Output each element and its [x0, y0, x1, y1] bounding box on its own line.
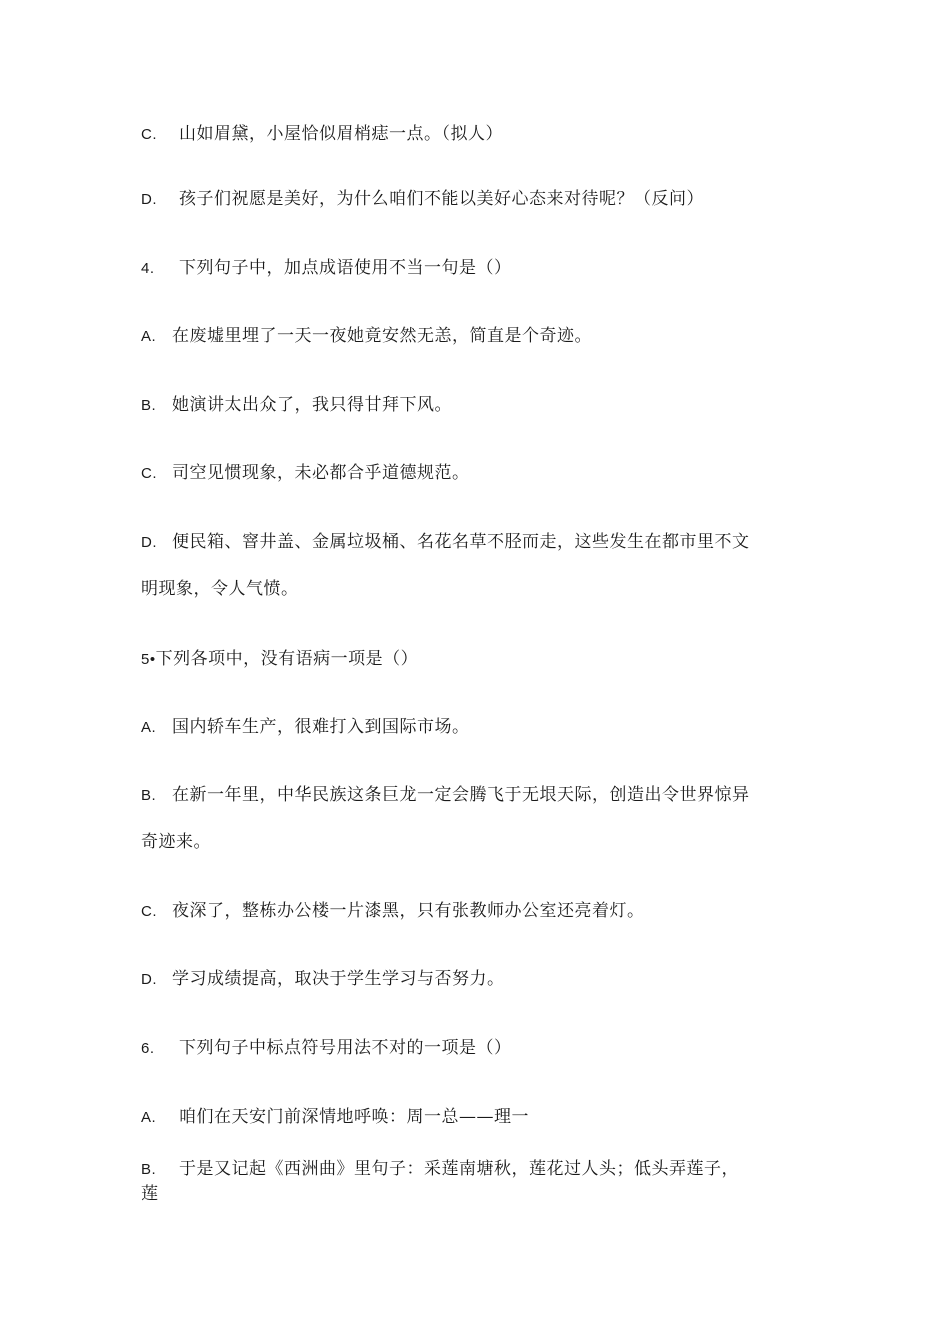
- option-text: 学习成绩提高，取决于学生学习与否努力。: [172, 969, 505, 989]
- option-label: D.: [141, 971, 157, 988]
- question-text: 下列句子中，加点成语使用不当一句是（）: [179, 258, 512, 278]
- option-text: 孩子们祝愿是美好，为什么咱们不能以美好心态来对待呢？（反问）: [179, 189, 704, 209]
- option-b-continuation: [141, 830, 211, 854]
- option-text: 于是又记起《西洲曲》里句子：采莲南塘秋，莲花过人头；低头弄莲子，: [179, 1159, 739, 1179]
- option-a-line: [141, 715, 470, 740]
- option-text: 莲: [141, 1184, 159, 1204]
- option-d-continuation: [141, 577, 299, 601]
- option-text: 奇迹来。: [141, 832, 211, 852]
- option-d-line: [141, 187, 704, 212]
- option-label: C.: [141, 126, 157, 143]
- option-c-line: [141, 122, 503, 147]
- option-a-line: [141, 324, 592, 349]
- question-text: 下列句子中标点符号用法不对的一项是（）: [179, 1038, 512, 1058]
- option-b-continuation: [141, 1182, 159, 1206]
- option-label: D.: [141, 534, 157, 551]
- option-label: A.: [141, 1109, 157, 1126]
- question-text: 下列各项中，没有语病一项是（）: [155, 649, 419, 669]
- option-text: 在废墟里埋了一天一夜她竟安然无恙，简直是个奇迹。: [172, 326, 592, 346]
- question-4: [141, 256, 512, 281]
- option-text: 国内轿车生产，很难打入到国际市场。: [172, 717, 470, 737]
- question-number: 6.: [141, 1040, 155, 1057]
- option-b-line: [141, 393, 452, 418]
- option-text: 便民箱、窨井盖、金属垃圾桶、名花名草不胫而走，这些发生在都市里不文: [172, 532, 750, 552]
- option-label: C.: [141, 465, 157, 482]
- option-c-line: [141, 899, 645, 924]
- option-text: 明现象，令人气愤。: [141, 579, 299, 599]
- option-c-line: [141, 461, 470, 486]
- option-text: 山如眉黛，小屋恰似眉梢痣一点。（拟人）: [179, 124, 503, 144]
- question-number: 5•: [141, 651, 156, 668]
- option-text: 咱们在天安门前深情地呼唤：周一总——理一: [179, 1107, 529, 1127]
- question-number: 4.: [141, 260, 155, 277]
- option-text: 她演讲太出众了，我只得甘拜下风。: [172, 395, 452, 415]
- option-b-line: [141, 783, 750, 808]
- option-label: D.: [141, 191, 157, 208]
- option-label: A.: [141, 328, 157, 345]
- option-text: 在新一年里，中华民族这条巨龙一定会腾飞于无垠天际，创造出令世界惊异: [172, 785, 750, 805]
- option-b-line: [141, 1157, 739, 1182]
- option-text: 夜深了，整栋办公楼一片漆黑，只有张教师办公室还亮着灯。: [172, 901, 645, 921]
- option-label: B.: [141, 1161, 157, 1178]
- question-6: [141, 1036, 512, 1061]
- option-d-line: [141, 967, 505, 992]
- option-label: A.: [141, 719, 157, 736]
- option-d-line: [141, 530, 750, 555]
- option-text: 司空见惯现象，未必都合乎道德规范。: [172, 463, 470, 483]
- option-label: B.: [141, 397, 157, 414]
- option-label: C.: [141, 903, 157, 920]
- question-5: [141, 647, 418, 672]
- option-label: B.: [141, 787, 157, 804]
- option-a-line: [141, 1105, 529, 1130]
